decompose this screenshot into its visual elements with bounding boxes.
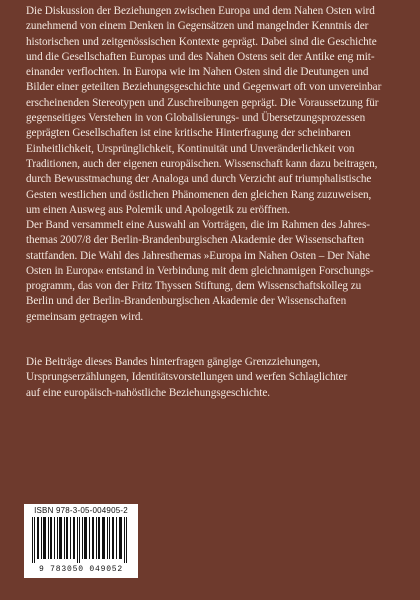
text-line: und die Gesellschaften Europas und des Nahen Ostens seit der Antike eng mit- (26, 50, 375, 63)
text-line: erscheinenden Stereotypen und Zuschreibungen geprägt. Die Voraussetzung für (26, 96, 379, 109)
text-line: Die Diskussion der Beziehungen zwischen Europa und dem Nahen Osten wird (26, 5, 375, 17)
text-line: Bilder einer geteilten Beziehungsgeschichte und Gegenwart oft von unvereinbar (26, 81, 382, 94)
text-line: gemeinsam getragen wird. (26, 310, 144, 323)
barcode-number: 9 783050 049052 (38, 565, 123, 574)
text-line: Gesten westlichen und östlichen Phänomenen den gleichen Rang zuzuweisen, (26, 188, 372, 201)
text-line: durch Bewusstmachung der Analoga und durch Verzicht auf triumphalistische (26, 173, 372, 186)
blurb-paragraph-2 (26, 218, 398, 325)
text-line: Osten in Europa« entstand in Verbindung mit dem gleichnamigen Forschungs- (26, 264, 374, 277)
text-line: zunehmend von einem Denken in Gegensätzen und mangelnder Kenntnis der (26, 20, 369, 33)
text-line: historischen und zeitgenössischen Kontexte geprägt. Dabei sind die Geschichte (26, 35, 377, 48)
text-line: Berlin und der Berlin-Brandenburgischen Akademie der Wissenschaften (26, 295, 347, 308)
blurb-paragraph-3 (26, 355, 398, 401)
text-line: auf eine europäisch-nahöstliche Beziehungsgeschichte. (26, 386, 271, 399)
text-line: geprägten Gesellschaften ist eine kritische Hinterfragung der scheinbaren (26, 127, 351, 140)
blurb-paragraph-1 (26, 4, 398, 218)
text-line: Die Beiträge dieses Bandes hinterfragen gängige Grenzziehungen, (26, 356, 321, 368)
text-line: Der Band versammelt eine Auswahl an Vorträgen, die im Rahmen des Jahres- (26, 219, 370, 231)
isbn-label: ISBN 978-3-05-004905-2 (34, 506, 128, 515)
text-line: Traditionen, auch der eigenen europäischen. Wissenschaft kann dazu beitragen, (26, 157, 378, 170)
text-line: gegenseitiges Verstehen in von Globalisierungs- und Übersetzungsprozessen (26, 112, 366, 125)
text-line: Einheitlichkeit, Ursprünglichkeit, Kontinuität und Unveränderlichkeit von (26, 142, 355, 155)
isbn-barcode-box (24, 504, 138, 578)
text-line: programm, das von der Fritz Thyssen Stiftung, dem Wissenschaftskolleg zu (26, 280, 362, 293)
barcode-icon (32, 517, 130, 563)
text-line: einander verflochten. In Europa wie im Nahen Osten sind die Deutungen und (26, 66, 369, 79)
text-line: stattfanden. Die Wahl des Jahresthemas »Europa im Nahen Osten – Der Nahe (26, 249, 370, 262)
text-line: um einen Ausweg aus Polemik und Apologetik zu eröffnen. (26, 203, 290, 216)
text-line: Ursprungserzählungen, Identitätsvorstellungen und werfen Schlaglichter (26, 371, 348, 384)
text-line: themas 2007/8 der Berlin-Brandenburgischen Akademie der Wissenschaften (26, 234, 365, 247)
